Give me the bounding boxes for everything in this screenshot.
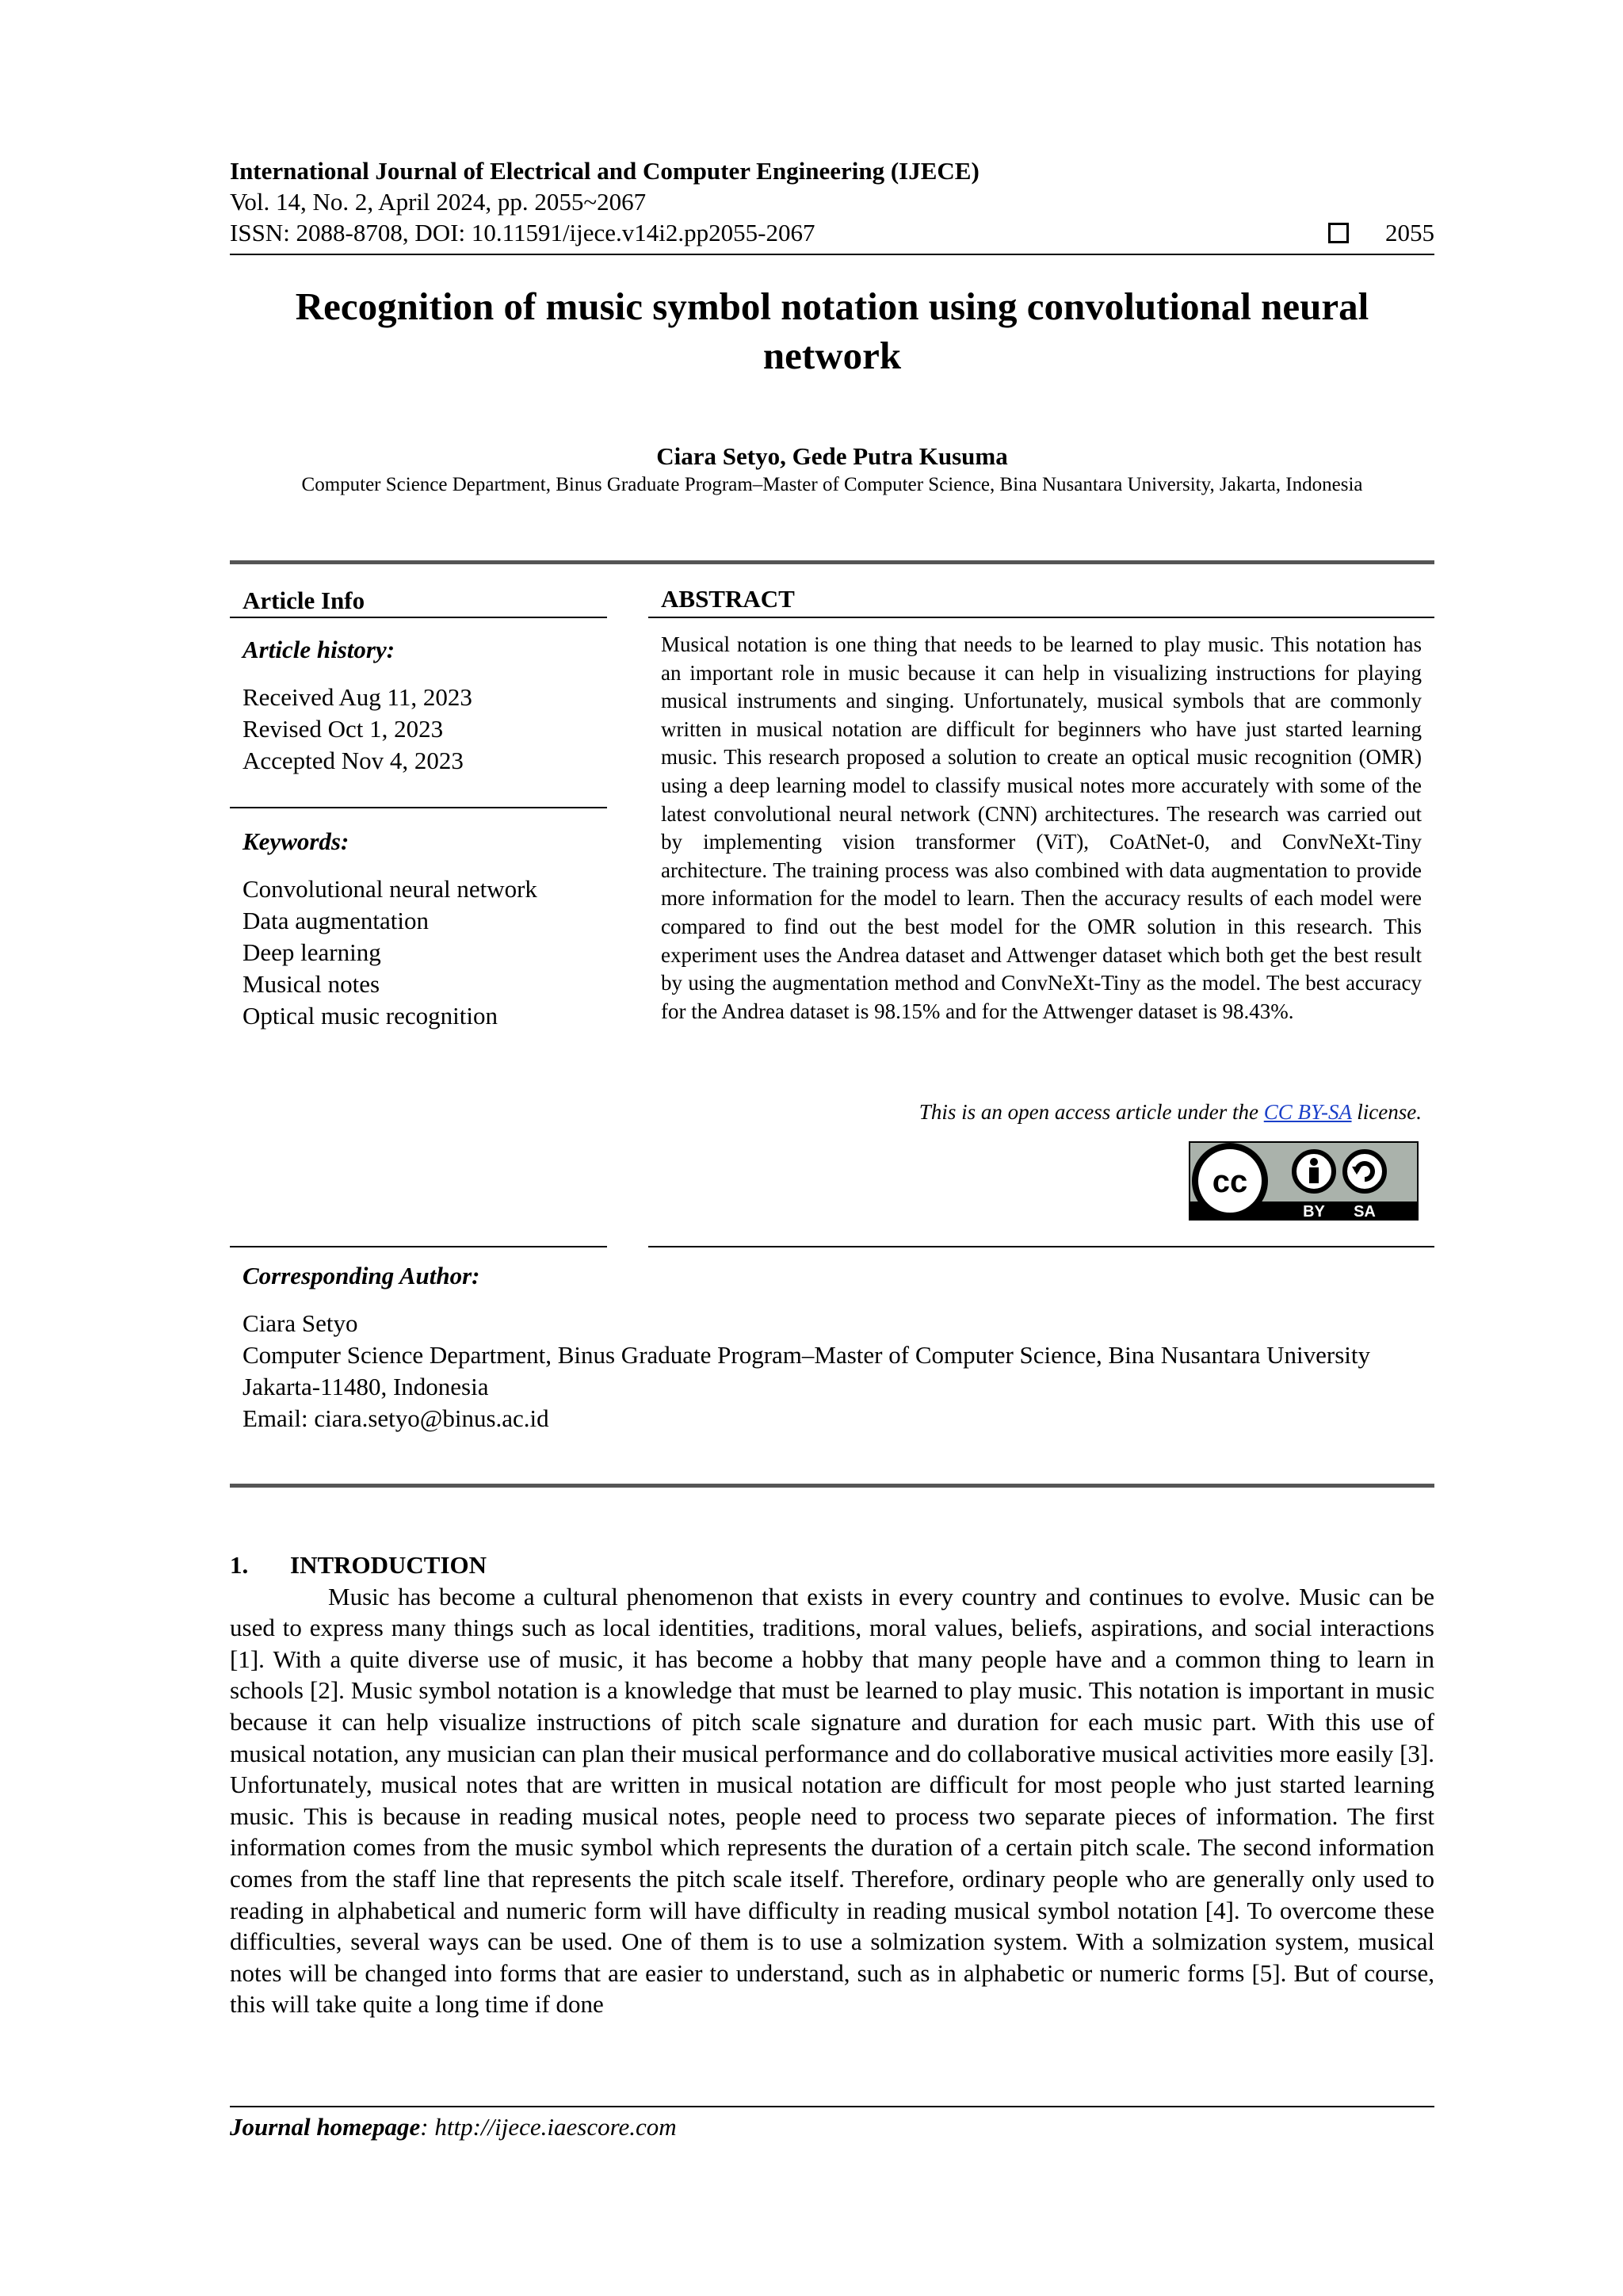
section-number: 1. xyxy=(230,1551,249,1579)
history-rule xyxy=(230,807,607,808)
abstract-rule xyxy=(648,617,1434,618)
keyword-item: Data augmentation xyxy=(242,907,429,934)
info-bottom-rule-right xyxy=(648,1246,1434,1247)
journal-homepage xyxy=(230,2113,677,2141)
keyword-item: Deep learning xyxy=(242,938,381,966)
corresponding-author-block xyxy=(242,1260,1431,1435)
homepage-label: Journal homepage xyxy=(230,2113,421,2141)
abstract-text: Musical notation is one thing that needs to be learned to play music. This notation has an important role in music because it can help in visualizing instructions for playing musical instruments and singing. Unfortunately, musical symbols that are commonly written in musical notation are difficult for beginners who have just started learning music. This research proposed a solution to create an optical music recognition (OMR) using a deep learning model to classify musical notes more accurately with some of the latest convolutional neural network (CNN) architectures. The research was carried out by implementing vision transformer (ViT), CoAtNet-0, and ConvNeXt-Tiny architecture. The training process was also combined with data augmentation to provide more information for the model to learn. Then the accuracy results of each model were compared to find out the best model for the OMR solution in this research. This experiment uses the Andrea dataset and Attwenger dataset which both get the best result by using the augmentation method and ConvNeXt-Tiny as the model. The best accuracy for the Andrea dataset is 98.15% and for the Attwenger dataset is 98.43%. xyxy=(661,632,1422,1023)
footer-divider xyxy=(230,2106,1434,2107)
info-top-rule xyxy=(230,560,1434,564)
keyword-item: Optical music recognition xyxy=(242,1002,498,1030)
svg-text:cc: cc xyxy=(1212,1164,1248,1199)
license-statement: This is an open access article under the CC BY-SA license. xyxy=(918,1100,1422,1124)
revised-date: Revised Oct 1, 2023 xyxy=(242,715,444,743)
article-info-rule xyxy=(230,617,607,618)
introduction-section xyxy=(230,1549,1434,2020)
corresponding-city: Jakarta-11480, Indonesia xyxy=(242,1373,489,1400)
history-heading: Article history: xyxy=(242,636,395,663)
corresponding-bottom-rule xyxy=(230,1484,1434,1488)
running-header xyxy=(230,155,1434,248)
keywords-heading: Keywords: xyxy=(242,827,349,855)
badge-sa-label: SA xyxy=(1354,1203,1376,1221)
header-divider xyxy=(230,254,1434,255)
article-history xyxy=(242,634,607,777)
article-info-heading: Article Info xyxy=(242,586,365,614)
square-bullet-icon xyxy=(1328,223,1349,243)
introduction-heading xyxy=(230,1549,1434,1581)
author-list: Ciara Setyo, Gede Putra Kusuma xyxy=(656,442,1008,470)
keyword-item: Convolutional neural network xyxy=(242,875,537,903)
introduction-paragraph: Music has become a cultural phenomenon that exists in every country and continues to evolve. Music can be used to express many things such as local identities, traditions, moral values, beliefs, aspirations, and social interactions [1]. With a quite diverse use of music, it has become a hobby that many people have and a common thing to learn in schools [2]. Music symbol notation is a knowledge that must be learned to play music. This notation is important in music because it can help visualize instructions of pitch scale signature and duration for each music part. With this use of musical notation, any musician can plan their musical performance and do collaborative musical activities more easily [3]. Unfortunately, musical notes that are written in musical notation are difficult for most people who just started learning music. This is because in reading musical notes, people need to process two separate pieces of information. The first information comes from the music symbol which represents the duration of a certain pitch scale. The second information comes from the staff line that represents the pitch scale itself. Therefore, ordinary people who are generally only used to reading in alphabetical and numeric form will have difficulty in reading musical symbol notation [4]. To overcome these difficulties, several ways can be used. One of them is to use a solmization system. With a solmization system, musical notes will be changed into forms that are easier to understand, such as in alphabetic or numeric forms [5]. But of course, this will take quite a long time if done xyxy=(230,1582,1434,2019)
journal-name: International Journal of Electrical and Computer Engineering (IJECE) xyxy=(230,157,980,185)
corresponding-email: Email: ciara.setyo@binus.ac.id xyxy=(242,1404,549,1432)
cc-by-sa-badge-icon[interactable] xyxy=(1189,1141,1419,1221)
affiliation: Computer Science Department, Binus Graduate Program–Master of Computer Science, Bina Nusantara University, Jakarta, Indonesia xyxy=(301,474,1363,495)
corresponding-dept: Computer Science Department, Binus Graduate Program–Master of Computer Science, Bina Nusantara University xyxy=(242,1341,1371,1369)
corresponding-heading: Corresponding Author: xyxy=(242,1262,480,1289)
section-title: INTRODUCTION xyxy=(290,1551,487,1579)
accepted-date: Accepted Nov 4, 2023 xyxy=(242,747,464,774)
keywords-block xyxy=(242,826,607,1032)
corresponding-name: Ciara Setyo xyxy=(242,1309,358,1337)
paper-title: Recognition of music symbol notation using convolutional neural network xyxy=(295,285,1369,377)
volume-info: Vol. 14, No. 2, April 2024, pp. 2055~2067 xyxy=(230,188,647,216)
abstract-heading: ABSTRACT xyxy=(661,585,795,613)
received-date: Received Aug 11, 2023 xyxy=(242,683,472,711)
cc-by-sa-link[interactable]: CC BY-SA xyxy=(1263,1100,1352,1124)
keyword-item: Musical notes xyxy=(242,970,380,998)
issn-doi: ISSN: 2088-8708, DOI: 10.11591/ijece.v14i2.pp2055-2067 xyxy=(230,219,815,246)
info-bottom-rule-left xyxy=(230,1246,607,1247)
page-number: 2055 xyxy=(1385,219,1434,246)
badge-by-label: BY xyxy=(1303,1203,1325,1221)
homepage-url[interactable]: : http://ijece.iaescore.com xyxy=(420,2113,677,2141)
